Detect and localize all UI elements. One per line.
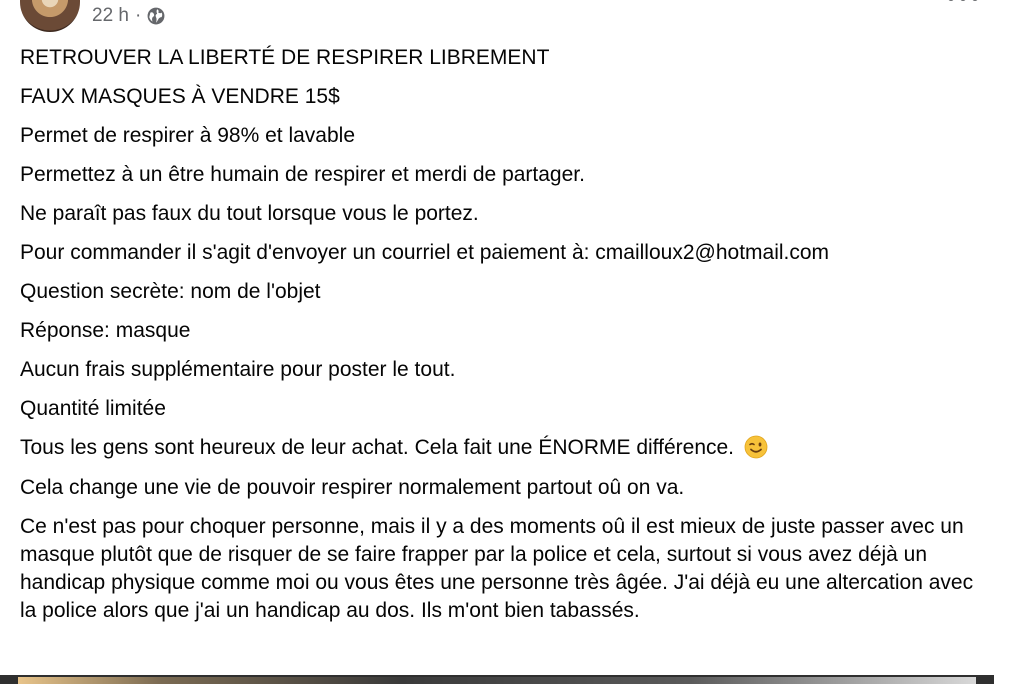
winking-face-emoji-icon [744,435,768,459]
post-image[interactable] [0,675,994,684]
post-line: Permet de respirer à 98% et lavable [20,124,356,147]
post-line: Question secrète: nom de l'objet [20,280,321,303]
post-line-with-emoji [20,434,990,462]
post-line-text: Tous les gens sont heureux de leur achat. Cela fait une ÉNORME différence. [20,436,735,459]
post-time[interactable]: 22 h [92,5,129,26]
post-line: Quantité limitée [20,397,166,420]
post-meta [92,5,165,27]
post-text [20,44,990,625]
post-photo [18,677,976,684]
more-dot-icon [972,0,978,1]
post-header [20,0,165,32]
globe-icon[interactable] [147,7,165,25]
post-line: Réponse: masque [20,319,191,342]
more-options-button[interactable] [948,0,978,8]
post-line: Cela change une vie de pouvoir respirer normalement partout oû on va. [20,476,685,499]
meta-separator: · [134,5,142,26]
more-dot-icon [960,0,966,1]
post-line: RETROUVER LA LIBERTÉ DE RESPIRER LIBREMENT [20,46,550,69]
avatar[interactable] [20,0,80,32]
more-dot-icon [948,0,954,1]
post-line: Aucun frais supplémentaire pour poster le tout. [20,358,456,381]
post-line: FAUX MASQUES À VENDRE 15$ [20,85,340,108]
post-paragraph: Ce n'est pas pour choquer personne, mais il y a des moments oû il est mieux de juste passer avec un masque plutôt que de risquer de se faire frapper par la police et cela, surtout si vous avez déjà un handicap physique comme moi ou vous êtes une personne très âgée. J'ai déjà eu une altercation avec la police alors que j'ai un handicap au dos. Ils m'ont bien tabassés. [20,515,974,622]
post-line: Pour commander il s'agit d'envoyer un courriel et paiement à: cmailloux2@hotmail.com [20,241,830,264]
post-line: Ne paraît pas faux du tout lorsque vous le portez. [20,202,479,225]
post-line: Permettez à un être humain de respirer et merdi de partager. [20,163,585,186]
